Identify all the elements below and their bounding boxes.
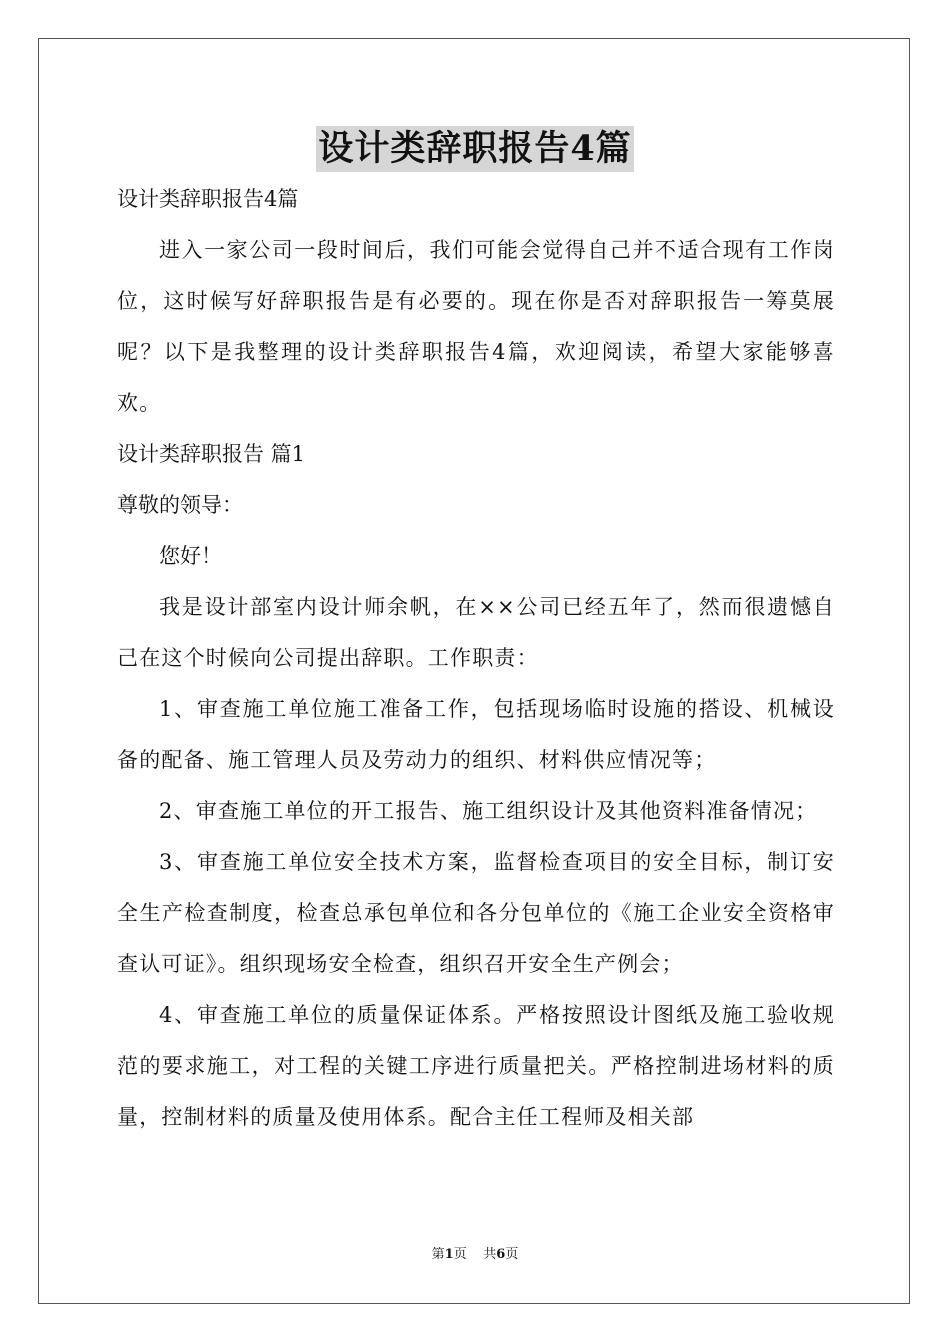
page-prefix: 第 bbox=[431, 1247, 445, 1262]
page-total: 6 bbox=[496, 1247, 506, 1262]
salutation: 尊敬的领导： bbox=[117, 493, 243, 517]
duty-item: 3、审查施工单位安全技术方案，监督检查项目的安全目标，制订安全生产检查制度，检查总承包单位和各分包单位的《施工企业安全资格审查认可证》。组织现场安全检查，组织召开安全生产例会； bbox=[117, 850, 835, 976]
page-footer bbox=[0, 1246, 950, 1264]
total-prefix: 共 bbox=[483, 1247, 497, 1262]
duty-item: 2、审查施工单位的开工报告、施工组织设计及其他资料准备情况； bbox=[159, 799, 818, 823]
page-title: 设计类辞职报告4篇 bbox=[316, 126, 633, 172]
page-unit: 页 bbox=[453, 1247, 467, 1262]
body-paragraph: 我是设计部室内设计师余帆，在××公司已经五年了，然而很遗憾自己在这个时候向公司提出辞职。工作职责： bbox=[117, 595, 835, 670]
total-unit: 页 bbox=[505, 1247, 519, 1262]
document-body bbox=[117, 174, 835, 1143]
title-container bbox=[0, 126, 950, 172]
subtitle: 设计类辞职报告4篇 bbox=[117, 187, 299, 211]
duty-item: 4、审查施工单位的质量保证体系。严格按照设计图纸及施工验收规范的要求施工，对工程的关键工序进行质量把关。严格控制进场材料的质量，控制材料的质量及使用体系。配合主任工程师及相关部 bbox=[117, 1003, 835, 1129]
page-current: 1 bbox=[444, 1247, 454, 1262]
intro-paragraph: 进入一家公司一段时间后，我们可能会觉得自己并不适合现有工作岗位，这时候写好辞职报告是有必要的。现在你是否对辞职报告一筹莫展呢？以下是我整理的设计类辞职报告4篇，欢迎阅读，希望大家能够喜欢。 bbox=[117, 238, 835, 415]
duty-item: 1、审查施工单位施工准备工作，包括现场临时设施的搭设、机械设备的配备、施工管理人员及劳动力的组织、材料供应情况等； bbox=[117, 697, 835, 772]
section-heading: 设计类辞职报告 篇1 bbox=[117, 442, 306, 466]
greeting: 您好！ bbox=[159, 544, 222, 568]
